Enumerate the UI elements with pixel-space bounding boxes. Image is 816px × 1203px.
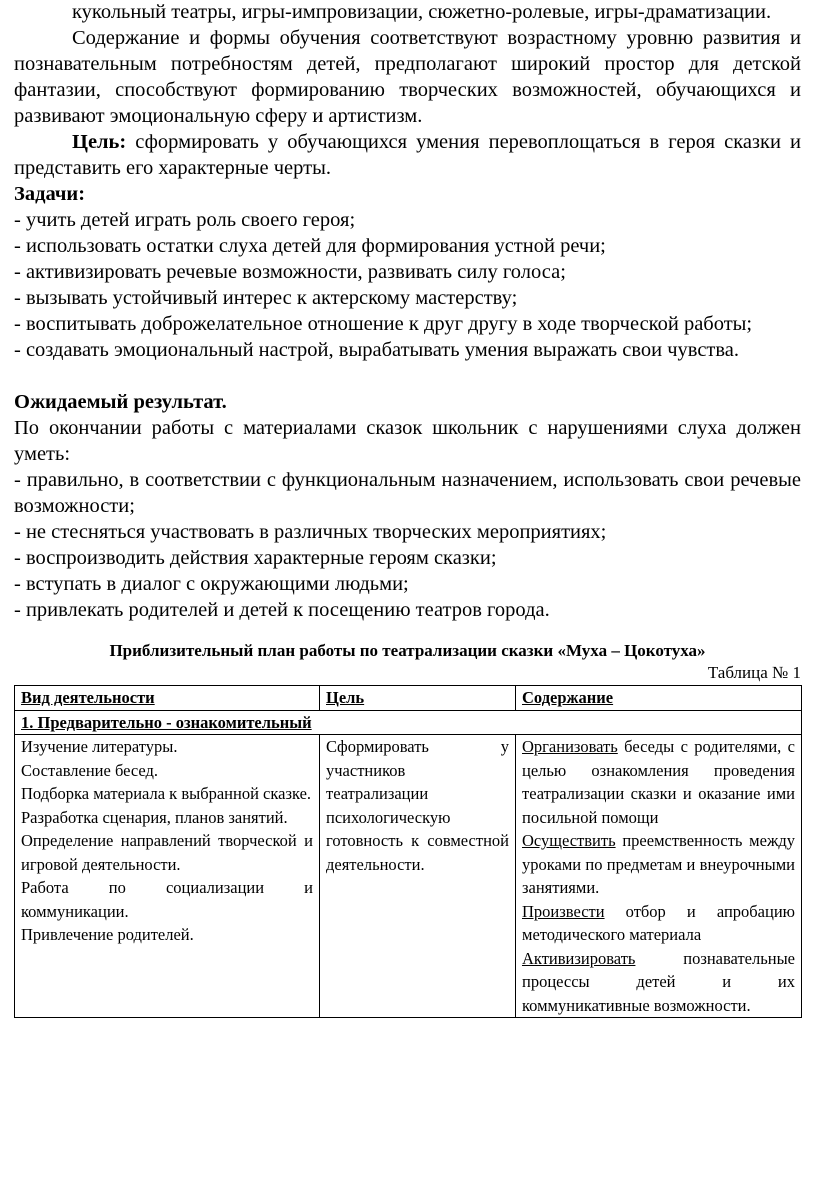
document-page (14, 0, 801, 1018)
content-item: Осуществить преемственность между уроками по предметам и внеурочными занятиями. (522, 831, 795, 897)
content-verb: Организовать (522, 737, 618, 756)
table-number: Таблица № 1 (707, 663, 801, 682)
activities-cell (15, 735, 320, 1018)
intro-tail-paragraph: кукольный театры, игры-импровизации, сюжетно-ролевые, игры-драматизации. (72, 1, 772, 23)
activity-item: Работа по социализации и коммуникации. (21, 878, 313, 921)
task-item: - вызывать устойчивый интерес к актерскому мастерству; (14, 287, 518, 309)
content-item: Активизировать познавательные процессы детей и их коммуникативные возможности. (522, 948, 795, 1015)
task-item: - активизировать речевые возможности, развивать силу голоса; (14, 261, 566, 283)
header-goal: Цель (320, 686, 516, 711)
content-paragraph: Содержание и формы обучения соответствуют возрастному уровню развития и познавательным потребностям детей, предполагают широкий простор для детской фантазии, способствуют формированию творческих возможностей, обучающихся и развивают эмоциональную сферу и артистизм. (14, 27, 801, 127)
activity-item: Составление бесед. (21, 760, 159, 780)
expected-item: - воспроизводить действия характерные героям сказки; (14, 547, 497, 569)
activity-item: Подборка материала к выбранной сказке. (21, 784, 312, 803)
section-title: 1. Предварительно - ознакомительный (15, 710, 802, 735)
expected-item: - не стесняться участвовать в различных творческих мероприятиях; (14, 521, 607, 543)
goal-cell-text: Сформировать у участников театрализации психологическую готовность к совместной деятельности. (326, 737, 509, 874)
content-item: Организовать беседы с родителями, с целью ознакомления проведения театрализации сказки и оказание ими посильной помощи (522, 737, 795, 827)
content-verb: Активизировать (522, 948, 636, 968)
task-item: - использовать остатки слуха детей для формирования устной речи; (14, 235, 606, 257)
expected-list (14, 467, 801, 623)
work-plan-table (14, 685, 802, 1018)
activity-item: Изучение литературы. (21, 737, 178, 756)
goal-label: Цель: (72, 131, 127, 153)
activity-item: Привлечение родителей. (21, 925, 194, 944)
table-title: Приблизительный план работы по театрализации сказки «Муха – Цокотуха» (109, 641, 706, 660)
tasks-heading: Задачи: (14, 183, 86, 205)
content-verb: Произвести (522, 901, 605, 921)
expected-item: - вступать в диалог с окружающими людьми; (14, 573, 409, 595)
expected-item: - правильно, в соответствии с функциональным назначением, использовать свои речевые возможности; (14, 469, 801, 517)
tasks-list (14, 207, 801, 363)
header-content: Содержание (516, 686, 802, 711)
task-item: - создавать эмоциональный настрой, вырабатывать умения выражать свои чувства. (14, 339, 740, 361)
table-section-row (15, 710, 802, 735)
content-cell (516, 735, 802, 1018)
activity-item: Разработка сценария, планов занятий. (21, 807, 288, 827)
table-header-row (15, 686, 802, 711)
goal-paragraph (14, 129, 801, 181)
expected-item: - привлекать родителей и детей к посещению театров города. (14, 599, 550, 621)
goal-cell (320, 735, 516, 1018)
header-activity: Вид деятельности (15, 686, 320, 711)
task-item: - учить детей играть роль своего героя; (14, 209, 356, 231)
task-item: - воспитывать доброжелательное отношение к друг другу в ходе творческой работы; (14, 313, 753, 335)
expected-intro: По окончании работы с материалами сказок школьник с нарушениями слуха должен уметь: (14, 417, 801, 465)
activity-item: Определение направлений творческой и игровой деятельности. (21, 831, 313, 874)
expected-heading: Ожидаемый результат. (14, 391, 227, 413)
table-row (15, 735, 802, 1018)
content-item: Произвести отбор и апробацию методического материала (522, 901, 795, 944)
goal-text: сформировать у обучающихся умения перевоплощаться в героя сказки и представить его характерные черты. (14, 131, 801, 179)
content-verb: Осуществить (522, 831, 616, 850)
